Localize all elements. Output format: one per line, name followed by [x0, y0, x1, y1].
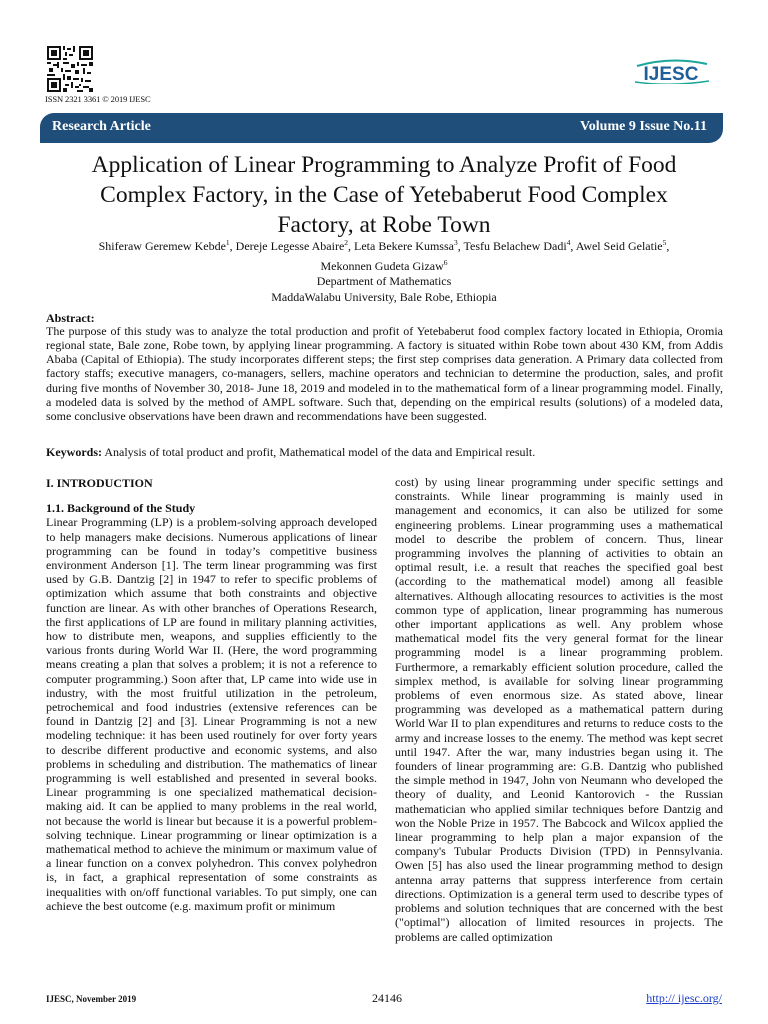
author-name: Mekonnen Gudeta Gizaw: [320, 258, 444, 273]
body-text-left: Linear Programming (LP) is a problem-solving approach developed to help managers make decisions. Numerous applications of linear programming can be found in today’s competitive business environment Anderson [1]. The term linear programming was first used by G.B. Dantzig [2] in 1947 to refer to specific problems of optimization which assume that both constraints and objective function are linear. As with other branches of Operations Research, the first applications of LP are found in military planning activities, how to distribute men, weapons, and supplies efficiently to the various fronts during World War II. (Here, the word programming means creating a plan that solves a problem; it is not a reference to computer programming.) Soon after that, LP came into wide use in industry, with the most fruitful utilization in the petroleum, petrochemical and food industries (extensive references can be found in Dantzig [2] and [3]. Linear Programming is not a new modeling technique: it has been used routinely for over forty years to describe different productive and economic systems, and also problems in scheduling and distribution. The mathematics of linear programming is well established and presented in several books. Linear programming is one specialized mathematical decision-making aid. It can be applied to many problems in the real world, not because the world is linear but because it is a powerful problem-solving technique. Linear programming or linear optimization is a mathematical method to achieve the minimum or maximum value of a linear function on a convex polyhedron. This convex polyhedron is, in fact, a graphical representation of some constraints as inequalities with on/off functional variables. To put simply, one can achieve the best outcome (e.g. maximum profit or minimum: [46, 515, 377, 913]
author-sup: 6: [443, 257, 448, 267]
section-heading: I. INTRODUCTION: [46, 476, 153, 490]
author-sup: 4: [566, 238, 571, 247]
left-column: [46, 476, 377, 913]
author-sup: 5: [662, 238, 667, 247]
author-name: Awel Seid Gelatie: [575, 239, 663, 253]
abstract-text: The purpose of this study was to analyze the total production and profit of Yetebaberut food complex factory located in Ethiopia, Oromia regional state, Bale zone, Robe town, by applying linear programming. A factory is situated within Robe town about 430 KM, from Addis Ababa (Capital of Ethiopia). The study incorporates different steps; the first step comprises data generation. A Primary data collected from factory staffs; executive managers, co-managers, sellers, machine operators and technician to determine the production, sales, and profit during five months of November 30, 2018- June 18, 2019 and modeled in to the mathematical form of a linear programming model. Finally, a modeled data is solved by the method of AMPL software. Such that, depending on the empirical results (solutions) of a modeled data, some conclusive observations have been drawn and recommendations have been suggested.: [46, 324, 723, 423]
subsection-heading: 1.1. Background of the Study: [46, 501, 196, 516]
footer-journal-date: IJESC, November 2019: [46, 994, 137, 1004]
volume-issue: Volume 9 Issue No.11: [579, 119, 707, 134]
author-name: Leta Bekere Kumssa: [354, 239, 454, 253]
author-sup: 1: [225, 238, 230, 247]
qr-code-icon: [47, 46, 93, 92]
page-number: 24146: [372, 991, 402, 1005]
author-name: Tesfu Belachew Dadi: [463, 239, 567, 253]
article-banner: [40, 113, 723, 143]
department: Department of Mathematics: [316, 274, 452, 288]
author-name: Shiferaw Geremew Kebde: [98, 239, 226, 253]
keywords-label: Keywords:: [46, 445, 102, 459]
journal-url-link[interactable]: http:// ijesc.org/: [646, 991, 722, 1005]
author-sup: 3: [453, 238, 458, 247]
paper-title: Application of Linear Programming to Analyze Profit of Food Complex Factory, in the Case of Yetebaberut Food Complex Factory, at Robe Town: [91, 152, 677, 238]
keywords-text: Analysis of total product and profit, Mathematical model of the data and Empirical result.: [104, 445, 536, 459]
right-column: [395, 475, 723, 944]
author-name: Dereje Legesse Abaire: [235, 239, 345, 253]
abstract-heading: Abstract:: [46, 311, 95, 325]
keywords-line: [46, 445, 723, 460]
author-block: [60, 235, 708, 305]
ijesc-logo: [631, 54, 711, 84]
affiliation: MaddaWalabu University, Bale Robe, Ethiopia: [271, 289, 497, 304]
author-sup: 2: [344, 238, 349, 247]
issn-line: ISSN 2321 3361 © 2019 IJESC: [45, 94, 151, 104]
logo-text: IJESC: [643, 64, 699, 84]
author-list: Shiferaw Geremew Kebde$^1$, Dereje Legesse Abaire$^2$, Leta Bekere Kumssa$^3$, Tesfu Belachew Dadi$^4$, Awel Seid Gelatie$^5$, Mekonnen Gudeta Gizaw$^6$: [98, 238, 670, 273]
body-text-right: cost) by using linear programming under specific settings and constraints. While linear programming is mainly used in management and economics, it can also be utilized for some engineering problems. Linear programming uses a mathematical model to describe the problem of concern. Thus, linear programming involves the planning of activities to obtain an optimal result, i.e. a result that reaches the specified goal best (according to the mathematical model) among all feasible alternatives. Although allocating resources to activities is the most common type of application, linear programming has numerous other important applications as well. Any problem whose mathematical model fits the very general format for the linear programming model is a linear programming problem. Furthermore, a remarkably efficient solution procedure, called the simplex method, is available for solving linear programming problems of even enormous size. As stated above, linear programming was developed as a mathematical pattern during World War II to plan expenditures and returns to reduce costs to the army and increase losses to the enemy. The method was kept secret until 1947. After the war, many industries began using it. The founders of linear programming are: G.B. Dantzig who published the simple method in 1947, John von Neumann who developed the theory of duality, and Leonid Kantorovich - the Russian mathematician who applied similar techniques before Dantzig and won the Noble Prize in 1957. The Babcock and Wilcox applied the linear programming to help plan a major expansion of the company's Tubular Products Division (TPD) in Pennsylvania. Owen [5] has also used the linear programming method to design antenna array patterns that suppress interference from certain directions. Optimization is a general term used to describe types of problems and solution techniques that are concerned with the best ("optimal") allocation of limited resources in projects. The problems are called optimization: [395, 475, 723, 944]
article-type: Research Article: [52, 119, 151, 134]
